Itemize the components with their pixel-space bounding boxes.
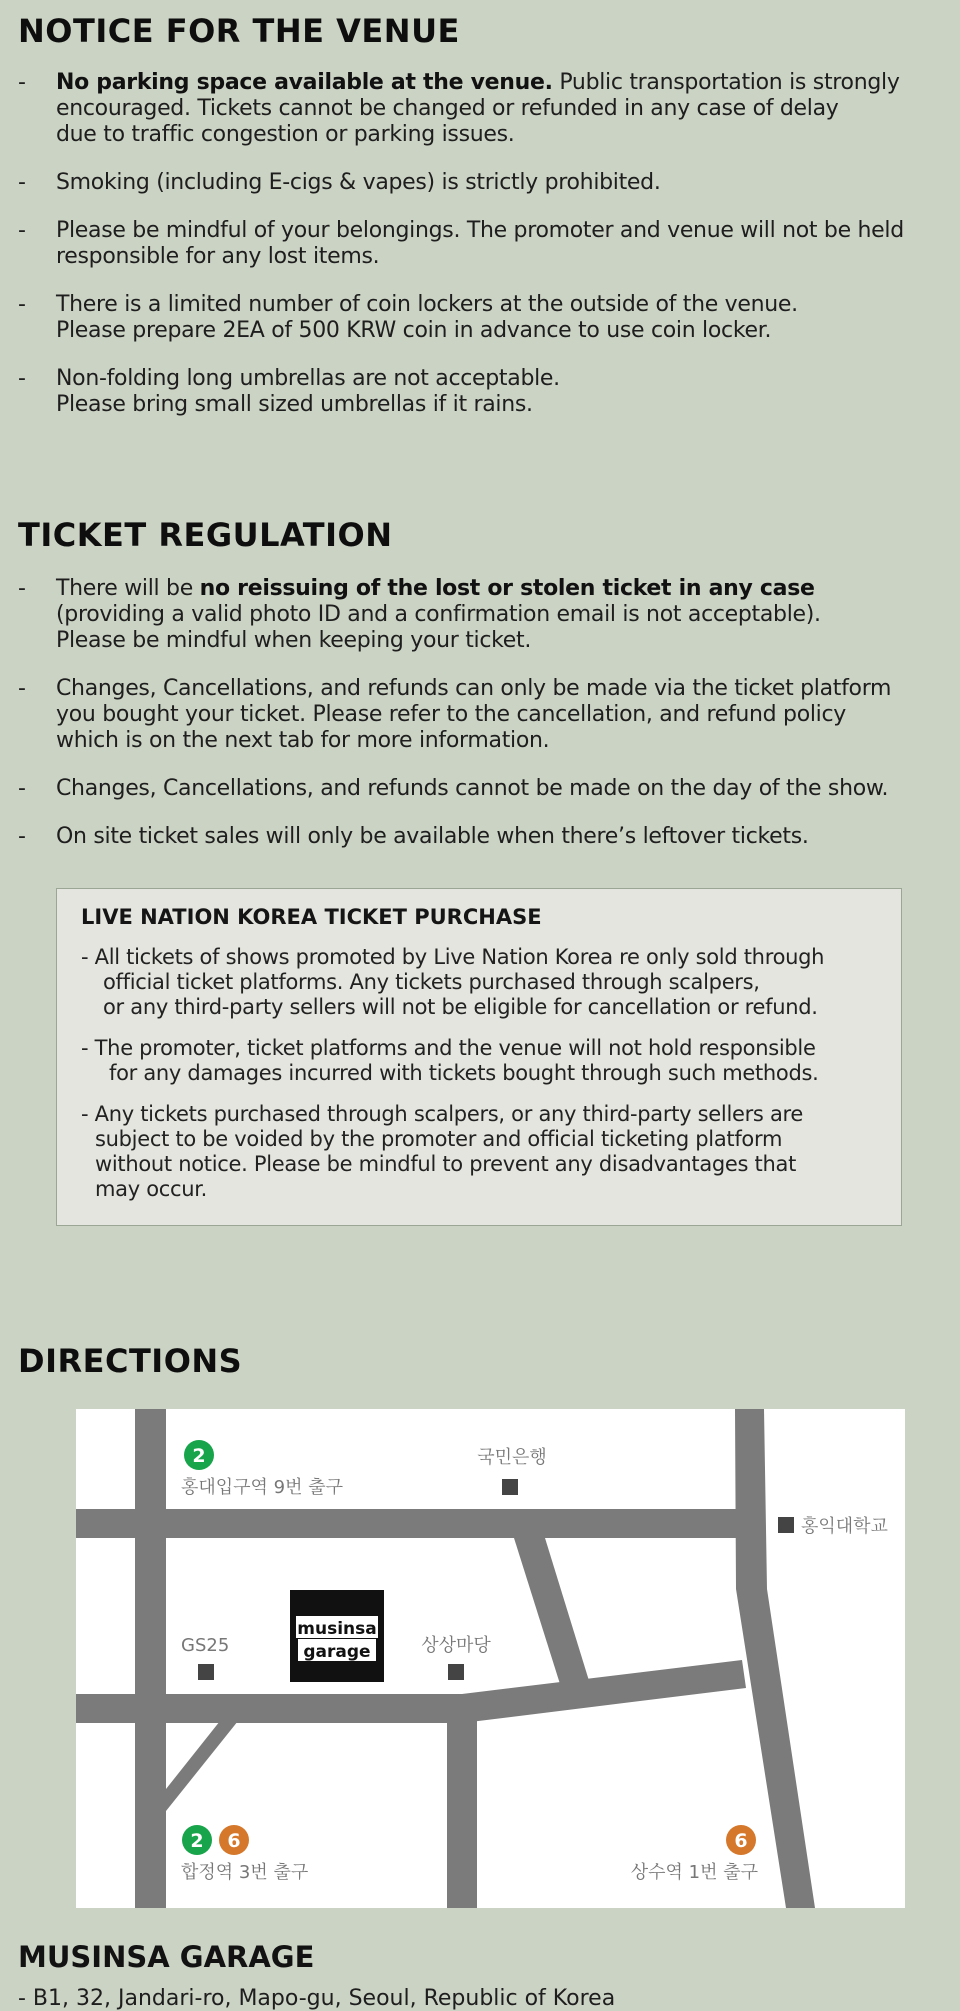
list-item: - There is a limited number of coin lockers at the outside of the venue. Please prepare 2EA of 500 KRW coin in advance to use coin locker.	[18, 292, 798, 343]
box-paragraph: - Any tickets purchased through scalpers, or any third-party sellers are subject to be voided by the promoter and official ticketing platform without notice. Please be mindful to prevent any disadvantages that may occur.	[81, 1102, 804, 1201]
list-item: - Changes, Cancellations, and refunds can only be made via the ticket platform you bought your ticket. Please refer to the cancellation, and refund policy which is on the next tab for more information.	[18, 676, 892, 753]
box-paragraph: - All tickets of shows promoted by Live Nation Korea re only sold through official ticket platforms. Any tickets purchased through scalpers, or any third-party sellers will not be eligible for cancellation or refund.	[81, 945, 825, 1019]
bullet-dash: -	[18, 70, 26, 95]
road	[76, 1660, 746, 1723]
map-label-kb-bank: 국민은행	[477, 1447, 547, 1468]
subway-line-6-number: 6	[227, 1830, 241, 1852]
list-item: - Smoking (including E-cigs & vapes) is strictly prohibited.	[18, 170, 661, 195]
map-label-sangsu-exit: 상수역 1번 출구	[630, 1862, 758, 1883]
map-label-hapjeong-exit: 합정역 3번 출구	[181, 1862, 309, 1883]
venue-notice-list	[18, 70, 948, 440]
svg-text:garage: garage	[303, 1642, 371, 1662]
regulation-bold-text: no reissuing of the lost or stolen ticket in any case	[199, 576, 815, 601]
map-marker-sangsang-madang	[448, 1664, 464, 1680]
map-marker-kb-bank	[502, 1479, 518, 1495]
subway-line-2-number: 2	[192, 1445, 206, 1467]
svg-text:musinsa: musinsa	[297, 1619, 377, 1639]
map-marker-hongik-univ	[778, 1517, 794, 1533]
road	[135, 1409, 166, 1908]
map-label-gs25: GS25	[181, 1635, 230, 1656]
ticket-regulation-heading: TICKET REGULATION	[18, 516, 393, 554]
road	[514, 1538, 590, 1684]
road	[166, 1721, 238, 1811]
list-item: - Changes, Cancellations, and refunds cannot be made on the day of the show.	[18, 776, 889, 801]
venue-name: MUSINSA GARAGE	[18, 1940, 315, 1974]
venue-map	[76, 1409, 905, 1908]
box-paragraph: - The promoter, ticket platforms and the venue will not hold responsible for any damages incurred with tickets bought through such methods.	[81, 1036, 819, 1085]
list-item: - On site ticket sales will only be available when there’s leftover tickets.	[18, 824, 809, 849]
ticket-regulation-list	[18, 576, 948, 872]
ticket-purchase-notice-box	[56, 888, 902, 1226]
map-label-hongik-univ: 홍익대학교	[801, 1516, 888, 1537]
list-item: - Please be mindful of your belongings. The promoter and venue will not be held responsible for any lost items.	[18, 218, 904, 269]
venue-notice-heading: NOTICE FOR THE VENUE	[18, 12, 460, 50]
map-label-sangsang-madang: 상상마당	[421, 1635, 491, 1656]
box-title: LIVE NATION KOREA TICKET PURCHASE	[81, 905, 542, 929]
map-graphic	[76, 1409, 905, 1908]
subway-line-6-number: 6	[734, 1830, 748, 1852]
list-item: - There will be no reissuing of the lost or stolen ticket in any case (providing a valid photo ID and a confirmation email is not acceptable). Please be mindful when keeping your ticket.	[18, 576, 821, 653]
list-item: - No parking space available at the venue. Public transportation is strongly encouraged. Tickets cannot be changed or refunded in any case of delay due to traffic congestion or parking issues.	[18, 70, 900, 147]
list-item: - Non-folding long umbrellas are not acceptable. Please bring small sized umbrellas if it rains.	[18, 366, 560, 417]
subway-line-2-number: 2	[190, 1830, 204, 1852]
road	[76, 1509, 736, 1538]
venue-address: - B1, 32, Jandari-ro, Mapo-gu, Seoul, Republic of Korea	[18, 1986, 616, 2011]
notice-bold-text: No parking space available at the venue.	[56, 70, 553, 95]
directions-heading: DIRECTIONS	[18, 1342, 243, 1380]
map-label-hongik-exit: 홍대입구역 9번 출구	[181, 1477, 343, 1498]
road	[447, 1709, 477, 1908]
map-marker-gs25	[198, 1664, 214, 1680]
musinsa-garage-logo	[290, 1590, 384, 1682]
